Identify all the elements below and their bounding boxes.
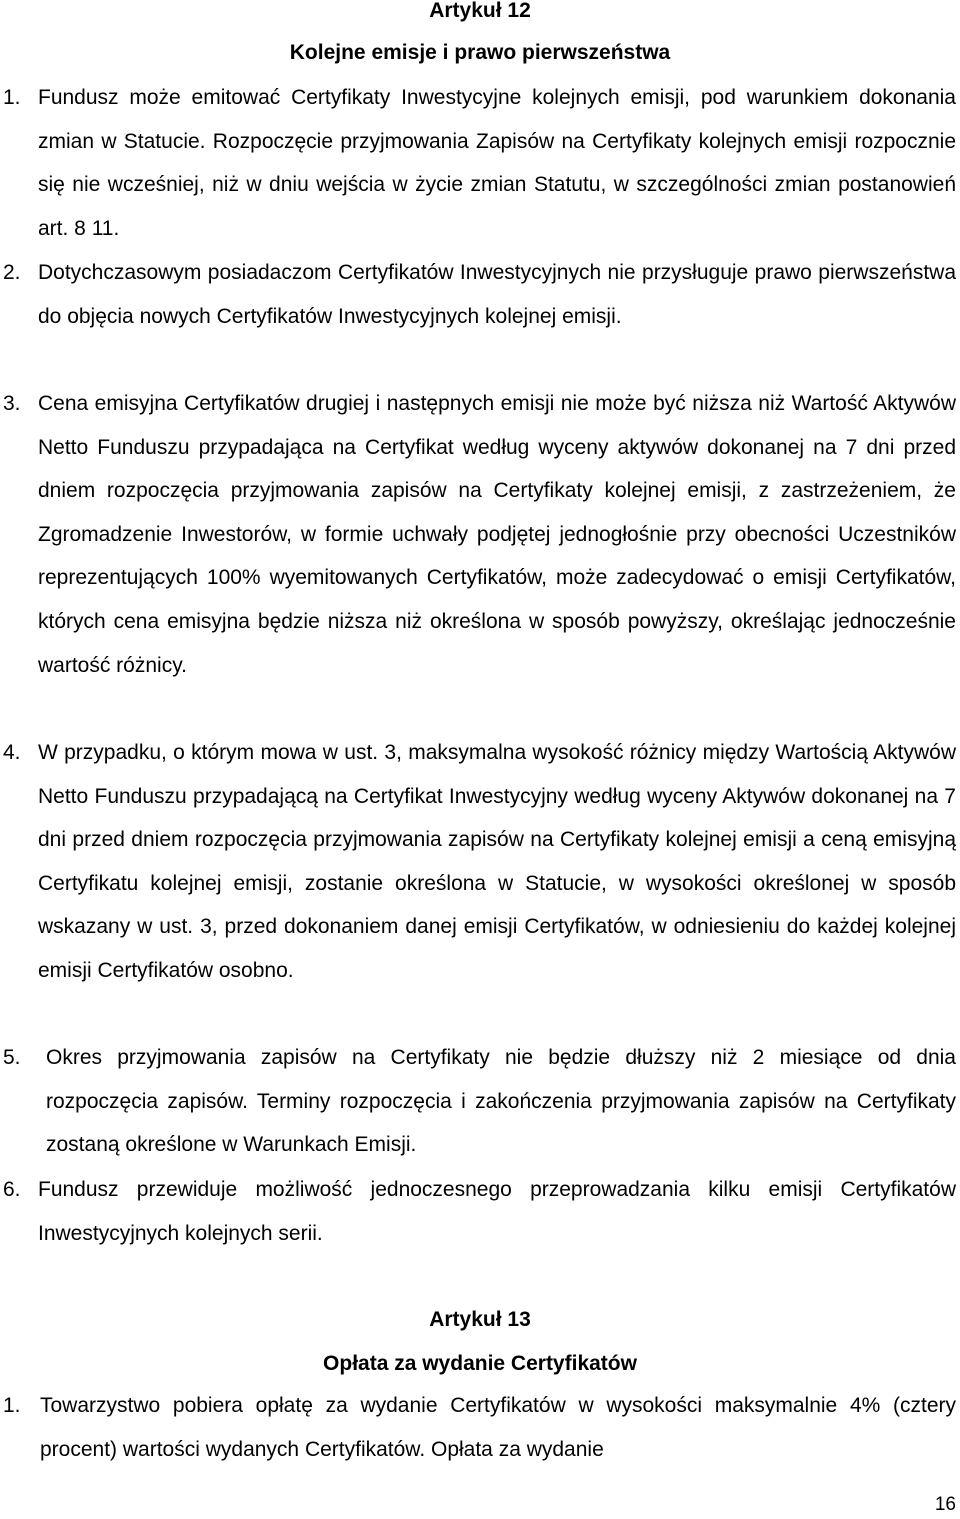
- item-number: 4.: [3, 741, 21, 764]
- item-text: Okres przyjmowania zapisów na Certyfikaty nie będzie dłuższy niż 2 miesiące od dnia rozpoczęcia zapisów. Terminy rozpoczęcia i zakończenia przyjmowania zapisów na Certyfikaty zostaną określone w Warunkach Emisji.: [46, 1046, 956, 1157]
- page-number: 16: [934, 1494, 956, 1515]
- article-12-label: Artykuł 12: [429, 0, 531, 22]
- item-text: Fundusz może emitować Certyfikaty Inwestycyjne kolejnych emisji, pod warunkiem dokonania zmian w Statucie. Rozpoczęcie przyjmowania Zapisów na Certyfikaty kolejnych emisji rozpocznie się nie wcześniej, niż w dniu wejścia w życie zmian Statutu, w szczególności zmian postanowień art. 8 11.: [38, 86, 956, 240]
- item-text: Fundusz przewiduje możliwość jednoczesnego przeprowadzania kilku emisji Certyfikatów Inwestycyjnych kolejnych serii.: [38, 1178, 956, 1245]
- item-number: 6.: [3, 1178, 21, 1201]
- item-text: W przypadku, o którym mowa w ust. 3, maksymalna wysokość różnicy między Wartością Aktywów Netto Funduszu przypadającą na Certyfikat Inwestycyjny według wyceny Aktywów dokonanej na 7 dni przed dniem rozpoczęcia przyjmowania zapisów na Certyfikaty kolejnej emisji a ceną emisyjną Certyfikatu kolejnej emisji, zostanie określona w Statucie, w wysokości określonej w sposób wskazany w ust. 3, przed dokonaniem danej emisji Certyfikatów, w odniesieniu do każdej kolejnej emisji Certyfikatów osobno.: [38, 741, 956, 982]
- item-text: Cena emisyjna Certyfikatów drugiej i następnych emisji nie może być niższa niż Wartość Aktywów Netto Funduszu przypadająca na Certyfikat według wyceny aktywów dokonanej na 7 dni przed dniem rozpoczęcia przyjmowania zapisów na Certyfikaty kolejnej emisji, z zastrzeżeniem, że Zgromadzenie Inwestorów, w formie uchwały podjętej jednogłośnie przy obecności Uczestników reprezentujących 100% wyemitowanych Certyfikatów, może zadecydować o emisji Certyfikatów, których cena emisyjna będzie niższa niż określona w sposób powyższy, określając jednocześnie wartość różnicy.: [38, 392, 956, 677]
- article-13-title: Opłata za wydanie Certyfikatów: [323, 1352, 637, 1375]
- item-text: Dotychczasowym posiadaczom Certyfikatów Inwestycyjnych nie przysługuje prawo pierwszeństwa do objęcia nowych Certyfikatów Inwestycyjnych kolejnej emisji.: [38, 261, 956, 328]
- item-number: 2.: [3, 261, 21, 284]
- item-number: 1.: [3, 1394, 21, 1417]
- article-13-label: Artykuł 13: [429, 1308, 531, 1331]
- item-text: Towarzystwo pobiera opłatę za wydanie Certyfikatów w wysokości maksymalnie 4% (cztery procent) wartości wydanych Certyfikatów. Opłata za wydanie: [40, 1394, 956, 1461]
- article-12-title: Kolejne emisje i prawo pierwszeństwa: [289, 41, 671, 64]
- item-number: 1.: [3, 86, 21, 109]
- item-number: 3.: [3, 392, 21, 415]
- item-number: 5.: [3, 1046, 21, 1069]
